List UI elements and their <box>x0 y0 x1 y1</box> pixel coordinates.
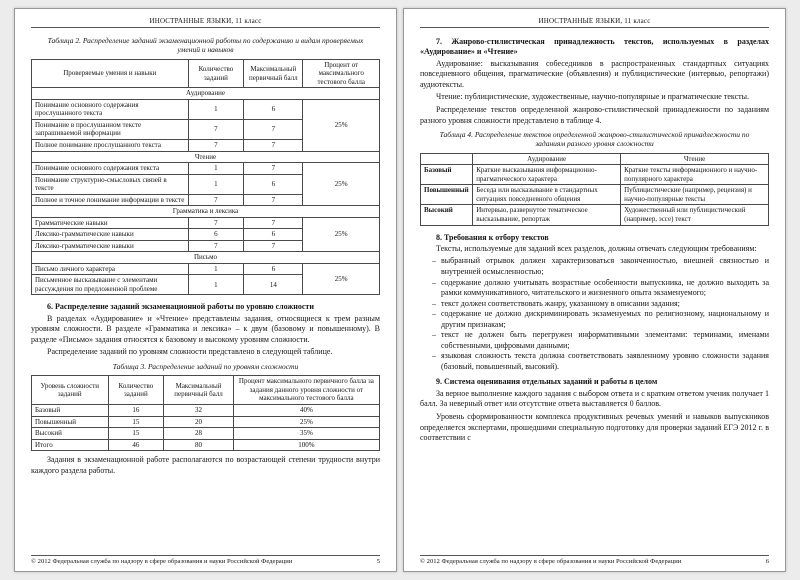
footer-copyright: © 2012 Федеральная служба по надзору в сфере образования и науки Российской Федерации <box>420 558 682 565</box>
page-footer <box>420 555 769 565</box>
t2-skill-cell: Письменное высказывание с элементами рассуждения по предложенной проблеме <box>32 275 189 295</box>
dash-marker: – <box>432 298 436 308</box>
requirement-text: содержание не должно дискриминировать экзаменуемых по религиозному, национальному и другим признакам; <box>441 309 769 329</box>
t2-skill-cell: Полное и точное понимание информации в тексте <box>32 194 189 206</box>
section-6-paragraph: Задания в экзаменационной работе располагаются по возрастающей степени трудности внутри каждого раздела работы. <box>31 455 380 475</box>
t3-score-cell: 20 <box>164 416 234 428</box>
table-4 <box>420 153 769 226</box>
t3-percent-cell: 35% <box>233 428 379 440</box>
t2-score-cell: 7 <box>244 140 303 152</box>
requirement-text: текст не должен быть перегружен информативными элементами: терминами, именами собственными, цифровыми данными; <box>441 330 769 350</box>
t3-header-level: Уровень сложности заданий <box>32 376 109 405</box>
footer-copyright: © 2012 Федеральная служба по надзору в сфере образования и науки Российской Федерации <box>31 558 293 565</box>
t2-section-title: Аудирование <box>32 88 380 100</box>
t4-audio-cell: Интервью, развернутое тематическое высказывание, репортаж <box>473 205 621 225</box>
table3-caption: Таблица 3. Распределение заданий по уровням сложности <box>112 362 299 372</box>
t2-score-cell: 7 <box>244 119 303 139</box>
section-6-paragraph: Распределение заданий по уровням сложности представлено в следующей таблице. <box>47 347 333 357</box>
t2-score-cell: 7 <box>244 163 303 175</box>
t2-score-cell: 6 <box>244 99 303 119</box>
t4-reading-cell: Художественный или публицистический (например, эссе) текст <box>621 205 769 225</box>
t2-score-cell: 7 <box>244 194 303 206</box>
dash-marker: – <box>432 256 436 266</box>
t2-percent-cell: 25% <box>303 99 380 151</box>
requirement-text: языковая сложность текста должна соответствовать заявленному уровню сложности задания (базовый, повышенный, высокий). <box>441 351 769 371</box>
requirement-item <box>420 299 769 310</box>
t2-count-cell: 1 <box>188 275 244 295</box>
t3-percent-cell: 40% <box>233 404 379 416</box>
running-header: ИНОСТРАННЫЕ ЯЗЫКИ, 11 класс <box>420 17 769 28</box>
t2-count-cell: 7 <box>188 140 244 152</box>
t2-skill-cell: Полное понимание прослушанного текста <box>32 140 189 152</box>
dash-marker: – <box>432 277 436 287</box>
t2-skill-cell: Лексико-грамматические навыки <box>32 240 189 252</box>
t2-skill-cell: Лексико-грамматические навыки <box>32 229 189 241</box>
t2-count-cell: 6 <box>188 229 244 241</box>
t3-header-percent: Процент максимального первичного балла за задания данного уровня сложности от максимального тестового балла <box>233 376 379 405</box>
t2-section-title: Чтение <box>32 151 380 163</box>
t3-count-cell: 15 <box>108 428 164 440</box>
t2-percent-cell: 25% <box>303 163 380 206</box>
page-5 <box>14 8 397 572</box>
t2-score-cell: 6 <box>244 174 303 194</box>
dash-marker: – <box>432 330 436 340</box>
t3-count-cell: 46 <box>108 439 164 451</box>
section-9-heading: 9. Система оценивания отдельных заданий и работы в целом <box>436 377 658 387</box>
requirement-item <box>420 330 769 351</box>
t4-level-cell: Базовый <box>421 165 473 185</box>
t2-count-cell: 1 <box>188 163 244 175</box>
t3-level-cell: Базовый <box>32 404 109 416</box>
t4-header-audio: Аудирование <box>473 153 621 165</box>
table2-caption: Таблица 2. Распределение заданий экзаменационной работы по содержанию и видам проверяемых умений и навыков <box>47 36 364 55</box>
requirement-text: текст должен соответствовать жанру, указанному в описании задания; <box>441 298 680 308</box>
t4-reading-cell: Публицистические (например, рецензия) и научно-популярные тексты <box>621 185 769 205</box>
t3-level-cell: Повышенный <box>32 416 109 428</box>
t2-score-cell: 7 <box>244 240 303 252</box>
requirement-item <box>420 256 769 277</box>
footer-page-number: 5 <box>376 558 380 565</box>
t2-skill-cell: Понимание основного содержания текста <box>32 163 189 175</box>
table-3 <box>31 375 380 451</box>
section-7-paragraph: Чтение: публицистические, художественные, научно-популярные и прагматические тексты. <box>436 92 749 102</box>
dash-marker: – <box>432 351 436 361</box>
t4-audio-cell: Краткие высказывания информационно-прагматического характера <box>473 165 621 185</box>
t4-reading-cell: Краткие тексты информационного и научно-популярного характера <box>621 165 769 185</box>
section-6-heading: 6. Распределение заданий экзаменационной работы по уровню сложности <box>47 302 314 312</box>
t2-count-cell: 7 <box>188 217 244 229</box>
t4-corner-cell <box>421 153 473 165</box>
t2-header-skills: Проверяемые умения и навыки <box>32 59 189 88</box>
t2-count-cell: 1 <box>188 174 244 194</box>
t3-score-cell: 28 <box>164 428 234 440</box>
requirement-text: выбранный отрывок должен характеризоваться законченностью, внешней связностью и внутренней осмысленностью; <box>441 256 769 277</box>
t4-audio-cell: Беседа или высказывание в стандартных ситуациях повседневного общения <box>473 185 621 205</box>
t3-score-cell: 80 <box>164 439 234 451</box>
requirement-item <box>420 309 769 330</box>
t2-skill-cell: Грамматические навыки <box>32 217 189 229</box>
t4-header-reading: Чтение <box>621 153 769 165</box>
t3-score-cell: 32 <box>164 404 234 416</box>
t2-header-count: Количество заданий <box>188 59 244 88</box>
t2-header-score: Максимальный первичный балл <box>244 59 303 88</box>
t2-percent-cell: 25% <box>303 217 380 252</box>
t3-count-cell: 16 <box>108 404 164 416</box>
t2-section-title: Письмо <box>32 252 380 264</box>
section-7-paragraph: Распределение текстов определенной жанрово-стилистической принадлежности по заданиям разного уровня сложности представлено в таблице 4. <box>420 104 769 125</box>
t2-skill-cell: Понимание в прослушанном тексте запрашиваемой информации <box>32 119 189 139</box>
t2-count-cell: 1 <box>188 99 244 119</box>
t2-skill-cell: Понимание структурно-смысловых связей в тексте <box>32 174 189 194</box>
requirement-item <box>420 278 769 299</box>
t2-count-cell: 1 <box>188 263 244 275</box>
requirement-item <box>420 351 769 372</box>
footer-page-number: 6 <box>765 558 769 565</box>
t2-skill-cell: Письмо личного характера <box>32 263 189 275</box>
section-8-heading: 8. Требования к отбору текстов <box>436 232 549 242</box>
section-9-paragraph: За верное выполнение каждого задания с выбором ответа и с кратким ответом ученик получает 1 балл. За неверный ответ или отсутствие ответа выставляется 0 баллов. <box>420 388 769 409</box>
t2-skill-cell: Понимание основного содержания прослушанного текста <box>32 99 189 119</box>
dash-marker: – <box>432 309 436 319</box>
t3-count-cell: 15 <box>108 416 164 428</box>
t2-percent-cell: 25% <box>303 263 380 295</box>
t2-section-title: Грамматика и лексика <box>32 206 380 218</box>
t2-header-percent: Процент от максимального тестового балла <box>303 59 380 88</box>
t3-level-cell: Итого <box>32 439 109 451</box>
t3-header-score: Максимальный первичный балл <box>164 376 234 405</box>
t2-count-cell: 7 <box>188 240 244 252</box>
t2-score-cell: 14 <box>244 275 303 295</box>
section-9-paragraph: Уровень сформированности комплекса продуктивных речевых умений и навыков выпускников определяется экспертами, прошедшими специальную подготовку для проверки заданий ЕГЭ 2012 г. в соответствии с <box>420 411 769 443</box>
t2-count-cell: 7 <box>188 119 244 139</box>
page-footer <box>31 555 380 565</box>
t2-score-cell: 7 <box>244 217 303 229</box>
t3-header-count: Количество заданий <box>108 376 164 405</box>
t3-percent-cell: 100% <box>233 439 379 451</box>
section-8-intro: Тексты, используемые для заданий всех разделов, должны отвечать следующим требованиям: <box>436 243 757 253</box>
t3-level-cell: Высокий <box>32 428 109 440</box>
requirement-text: содержание должно учитывать возрастные особенности выпускника, не должно выходить за рамки коммуникативного, читательского и жизненного опыта экзаменуемого; <box>441 277 769 298</box>
t2-score-cell: 6 <box>244 263 303 275</box>
t4-level-cell: Высокий <box>421 205 473 225</box>
t4-level-cell: Повышенный <box>421 185 473 205</box>
t2-score-cell: 6 <box>244 229 303 241</box>
t3-percent-cell: 25% <box>233 416 379 428</box>
section-7-paragraph: Аудирование: высказывания собеседников в распространенных стандартных ситуациях повседневного общения, прагматические (объявления) и публицистические (интервью, репортажи) аудиотексты. <box>420 58 769 89</box>
running-header: ИНОСТРАННЫЕ ЯЗЫКИ, 11 класс <box>31 17 380 28</box>
page-6 <box>403 8 786 572</box>
requirements-list <box>420 256 769 372</box>
section-7-heading: 7. Жанрово-стилистическая принадлежность текстов, используемых в разделах «Аудирование» и «Чтение» <box>420 37 769 57</box>
section-6-paragraph: В разделах «Аудирование» и «Чтение» представлены задания, относящиеся к трем разным уровням сложности. В разделе «Грамматика и лексика» – к двум (базовому и повышенному). В разделе «Письмо» задания относятся к базовому и высокому уровням сложности. <box>31 313 380 344</box>
table4-caption: Таблица 4. Распределение текстов определенной жанрово-стилистической принадлежности по заданиям разного уровня сложности <box>439 130 750 149</box>
table-2 <box>31 59 380 296</box>
t2-count-cell: 7 <box>188 194 244 206</box>
